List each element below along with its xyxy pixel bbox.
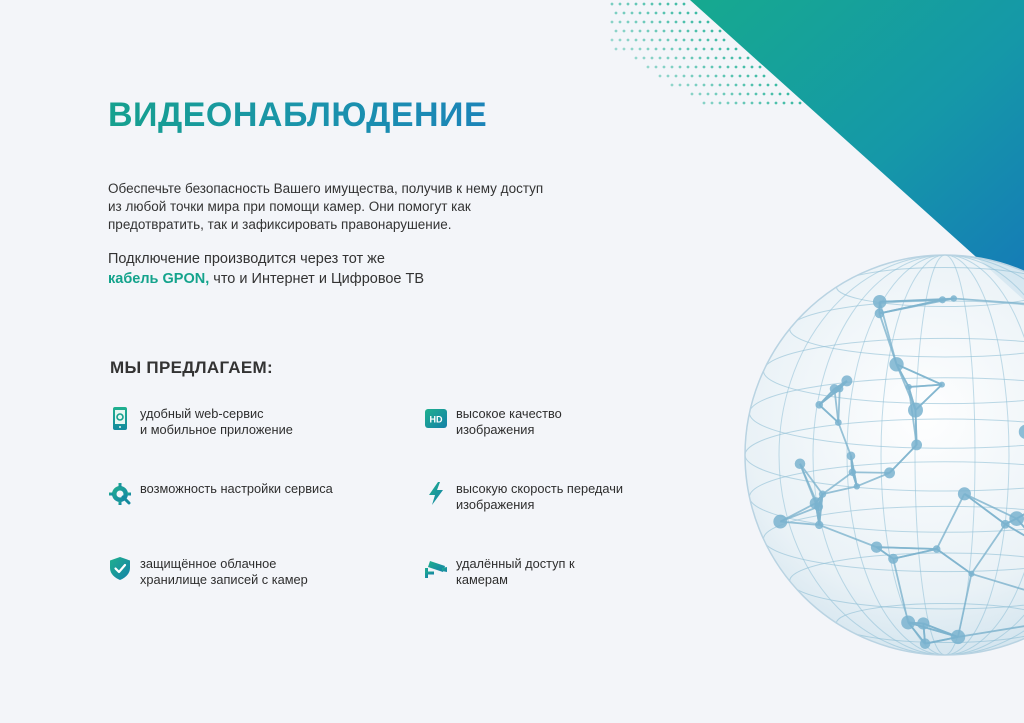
feature-speed xyxy=(424,481,623,513)
feature-text: высокую скорость передачи xyxy=(456,481,624,496)
feature-text: хранилище записей с камер xyxy=(140,572,308,587)
feature-hd-quality xyxy=(424,406,562,438)
connection-line-2 xyxy=(108,269,628,289)
feature-text: защищённое облачное xyxy=(140,556,277,571)
gear-wrench-icon xyxy=(108,481,132,505)
feature-settings xyxy=(108,481,333,505)
hd-icon xyxy=(424,406,448,430)
corner-triangle xyxy=(690,0,1024,300)
feature-remote-access xyxy=(424,556,575,588)
feature-text: камерам xyxy=(456,572,508,587)
feature-web-service xyxy=(108,406,293,438)
feature-text: высокое качество xyxy=(456,406,562,421)
intro-line: из любой точки мира при помощи камер. Они помогут как xyxy=(108,199,471,214)
feature-text: изображения xyxy=(456,422,535,437)
lightning-icon xyxy=(424,481,448,505)
connection-line-rest: что и Интернет и Цифровое ТВ xyxy=(209,271,425,287)
svg-text:HD: HD xyxy=(429,414,443,425)
feature-text: изображения xyxy=(456,497,535,512)
shield-check-icon xyxy=(108,556,132,580)
cctv-camera-icon xyxy=(424,556,448,580)
mobile-app-icon xyxy=(108,406,132,430)
feature-text: возможность настройки сервиса xyxy=(140,481,333,496)
network-globe xyxy=(745,255,1024,655)
gpon-highlight: кабель GPON, xyxy=(108,271,210,287)
page-title: ВИДЕОНАБЛЮДЕНИЕ xyxy=(108,96,488,134)
intro-paragraph xyxy=(108,180,608,234)
feature-text: удалённый доступ к xyxy=(456,556,575,571)
feature-text: и мобильное приложение xyxy=(140,422,293,437)
intro-line: Обеспечьте безопасность Вашего имущества, получив к нему доступ xyxy=(108,181,544,196)
intro-line: предотвратить, так и зафиксировать правонарушение. xyxy=(108,217,452,232)
connection-line-1: Подключение производится через тот же xyxy=(108,251,385,267)
offer-heading: МЫ ПРЕДЛАГАЕМ: xyxy=(110,358,273,377)
feature-cloud-storage xyxy=(108,556,308,588)
feature-text: удобный web-сервис xyxy=(140,406,264,421)
